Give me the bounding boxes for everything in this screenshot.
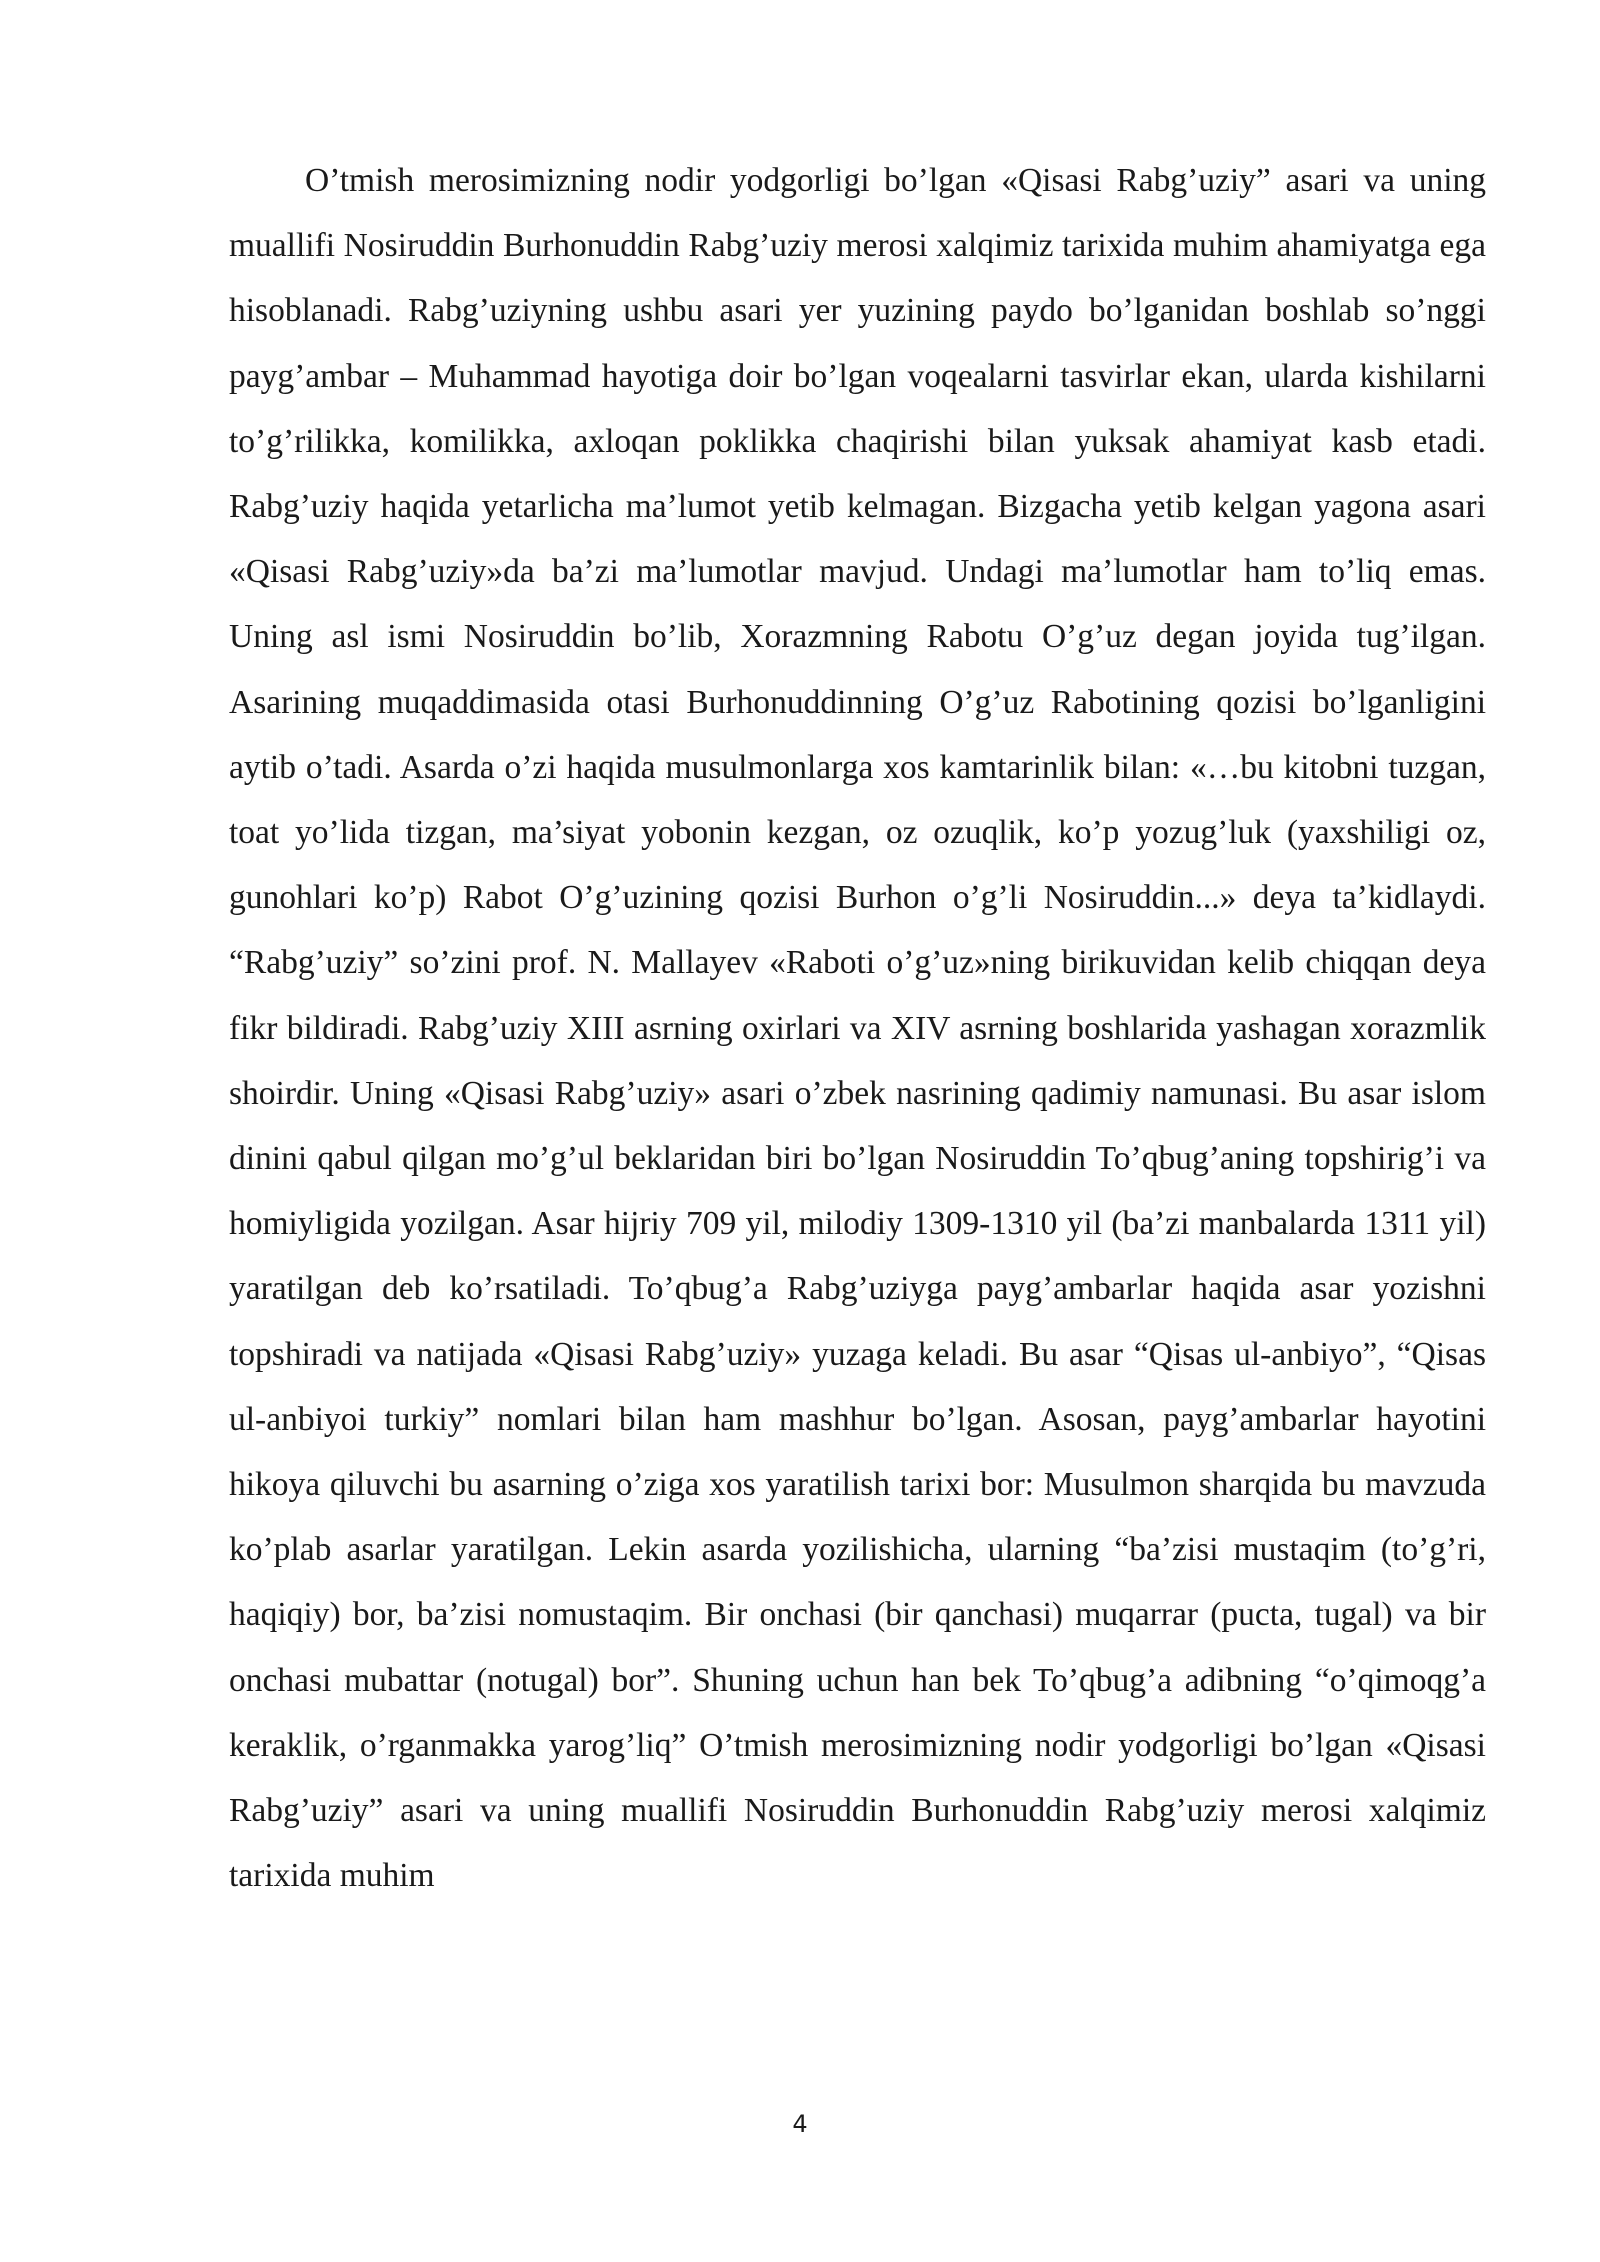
body-paragraph: O’tmish merosimizning nodir yodgorligi bo’lgan «Qisasi Rabg’uziy” asari va uning muallifi Nosiruddin Burhonuddin Rabg’uziy merosi xalqimiz tarixida muhim ahamiyatga ega hisoblanadi. Rabg’uziyning ushbu asari yer yuzining paydo bo’lganidan boshlab so’nggi payg’ambar – Muhammad hayotiga doir bo’lgan voqealarni tasvirlar ekan, ularda kishilarni to’g’rilikka, komilikka, axloqan poklikka chaqirishi bilan yuksak ahamiyat kasb etadi. Rabg’uziy haqida yetarlicha ma’lumot yetib kelmagan. Bizgacha yetib kelgan yagona asari «Qisasi Rabg’uziy»da ba’zi ma’lumotlar mavjud. Undagi ma’lumotlar ham to’liq emas. Uning asl ismi Nosiruddin bo’lib, Xorazmning Rabotu O’g’uz degan joyida tug’ilgan. Asarining muqaddimasida otasi Burhonuddinning O’g’uz Rabotining qozisi bo’lganligini aytib o’tadi. Asarda o’zi haqida musulmonlarga xos kamtarinlik bilan: «…bu kitobni tuzgan, toat yo’lida tizgan, ma’siyat yobonin kezgan, oz ozuqlik, ko’p yozug’luk (yaxshiligi oz, gunohlari ko’p) Rabot O’g’uzining qozisi Burhon o’g’li Nosiruddin...» deya ta’kidlaydi. “Rabg’uziy” so’zini prof. N. Mallayev «Raboti o’g’uz»ning birikuvidan kelib chiqqan deya fikr bildiradi. Rabg’uziy XIII asrning oxirlari va XIV asrning boshlarida yashagan xorazmlik shoirdir. Uning «Qisasi Rabg’uziy» asari o’zbek nasrining qadimiy namunasi. Bu asar islom dinini qabul qilgan mo’g’ul beklaridan biri bo’lgan Nosiruddin To’qbug’aning topshirig’i va homiyligida yozilgan. Asar hijriy 709 yil, milodiy 1309-1310 yil (ba’zi manbalarda 1311 yil) yaratilgan deb ko’rsatiladi. To’qbug’a Rabg’uziyga payg’ambarlar haqida asar yozishni topshiradi va natijada «Qisasi Rabg’uziy» yuzaga keladi. Bu asar “Qisas ul-anbiyo”, “Qisas ul-anbiyoi turkiy” nomlari bilan ham mashhur bo’lgan. Asosan, payg’ambarlar hayotini hikoya qiluvchi bu asarning o’ziga xos yaratilish tarixi bor: Musulmon sharqida bu mavzuda ko’plab asarlar yaratilgan. Lekin asarda yozilishicha, ularning “ba’zisi mustaqim (to’g’ri, haqiqiy) bor, ba’zisi nomustaqim. Bir onchasi (bir qanchasi) muqarrar (pucta, tugal) va bir onchasi mubattar (notugal) bor”. Shuning uchun han bek To’qbug’a adibning “o’qimoqg’a keraklik, o’rganmakka yarog’liq” O’tmish merosimizning nodir yodgorligi bo’lgan «Qisasi Rabg’uziy” asari va uning muallifi Nosiruddin Burhonuddin Rabg’uziy merosi xalqimiz tarixida muhim: [229, 162, 1486, 1895]
page-number: 4: [792, 2110, 808, 2138]
